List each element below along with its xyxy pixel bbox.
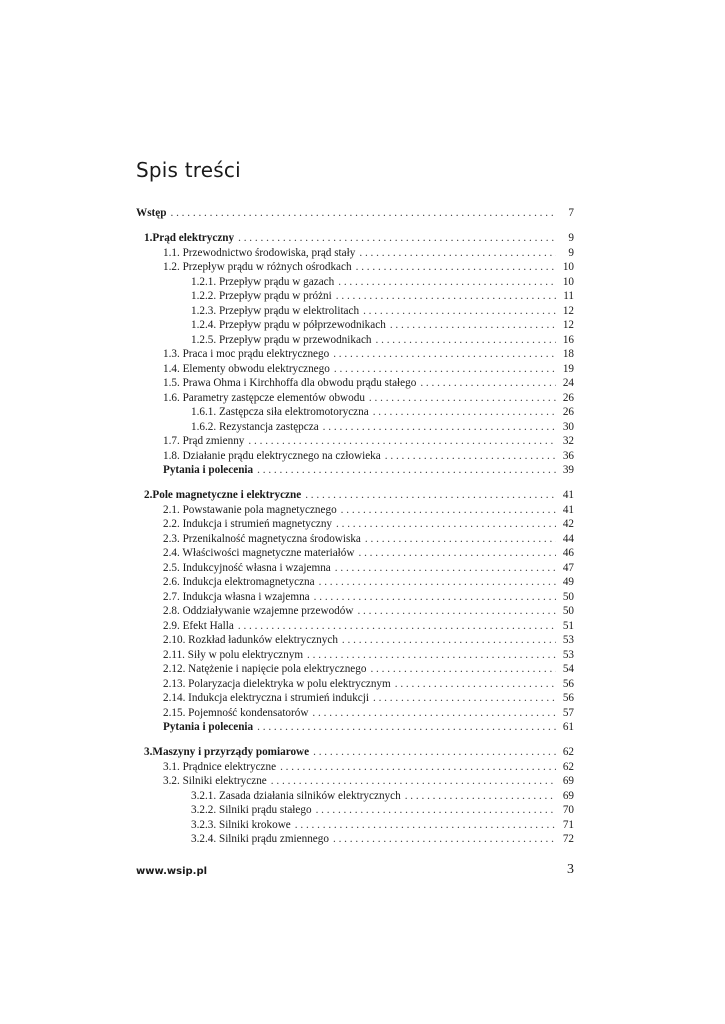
toc-dot-leader (313, 745, 556, 760)
toc-entry-row (136, 246, 574, 261)
toc-entry-title: 2.1. Powstawanie pola magnetycznego (163, 503, 337, 516)
toc-entry-title: 1.2. Przepływ prądu w różnych ośrodkach (163, 261, 352, 273)
toc-dot-leader (357, 604, 556, 619)
toc-page-number: 44 (562, 532, 574, 545)
footer-publisher-url: www.wsip.pl (136, 866, 208, 877)
toc-entry-title: 2.5. Indukcyjność własna i wzajemna (163, 561, 331, 574)
toc-page-number: 54 (562, 663, 574, 675)
toc-page-number: 49 (562, 576, 574, 588)
toc-entry-title: 1.4. Elementy obwodu elektrycznego (163, 362, 330, 375)
toc-entry-row (136, 275, 574, 290)
toc-entry-row (136, 391, 574, 406)
toc-entry-title: 1.6. Parametry zastępcze elementów obwodu (163, 391, 365, 404)
toc-entry-row (136, 648, 574, 663)
toc-entry-row (136, 503, 574, 518)
toc-entry-row (136, 803, 574, 818)
toc-entry-title: 2.3. Przenikalność magnetyczna środowiska (163, 532, 361, 545)
toc-dot-leader (358, 546, 556, 561)
table-of-contents (136, 206, 574, 847)
toc-entry-title: 1.7. Prąd zmienny (163, 435, 245, 447)
toc-dot-leader (307, 648, 556, 663)
toc-entry-title: 2.7. Indukcja własna i wzajemna (163, 590, 310, 603)
toc-entry-title: Maszyny i przyrządy pomiarowe (152, 746, 310, 758)
toc-entry-row (136, 463, 574, 478)
toc-entry-row (136, 206, 574, 221)
toc-entry-title: 1.8. Działanie prądu elektrycznego na człowieka (163, 449, 381, 462)
toc-entry-title: 3.1. Prądnice elektryczne (163, 760, 277, 773)
toc-entry-title: 3.2.2. Silniki prądu stałego (191, 804, 312, 816)
toc-dot-leader (305, 488, 556, 503)
toc-dot-leader (390, 318, 556, 333)
toc-dot-leader (312, 706, 556, 721)
toc-entry-row (136, 546, 574, 561)
toc-entry-title: 2.9. Efekt Halla (163, 619, 234, 632)
toc-entry-row (136, 561, 574, 576)
toc-entry-row (136, 405, 574, 420)
toc-page-number: 71 (562, 818, 574, 831)
toc-dot-leader (336, 289, 556, 304)
toc-page-number: 57 (562, 706, 574, 719)
toc-dot-leader (333, 347, 556, 362)
toc-entry-row (136, 760, 574, 775)
toc-entry-title: 2.4. Właściwości magnetyczne materiałów (163, 547, 355, 559)
toc-dot-leader (257, 720, 556, 735)
toc-page-number: 12 (562, 304, 574, 317)
toc-entry-row (136, 789, 574, 804)
toc-entry-row (136, 720, 574, 735)
toc-chapter-number: 1. (144, 232, 153, 244)
toc-entry-row (136, 449, 574, 464)
toc-dot-leader (238, 231, 556, 246)
toc-dot-leader (316, 803, 556, 818)
toc-entry-row (136, 662, 574, 677)
toc-dot-leader (370, 662, 556, 677)
toc-page-number: 7 (568, 207, 574, 219)
toc-dot-leader (373, 405, 556, 420)
toc-entry-row (136, 575, 574, 590)
toc-chapter-row (136, 488, 574, 503)
toc-entry-title: 1.2.4. Przepływ prądu w półprzewodnikach (191, 319, 386, 331)
toc-page-number: 51 (562, 619, 574, 632)
toc-entry-title: 2.2. Indukcja i strumień magnetyczny (163, 518, 333, 530)
toc-dot-leader (335, 561, 556, 576)
toc-entry-row (136, 677, 574, 692)
toc-entry-row (136, 590, 574, 605)
toc-dot-leader (376, 333, 556, 348)
toc-dot-leader (373, 691, 556, 706)
toc-chapter-number: 2. (144, 489, 153, 501)
toc-entry-title: Pytania i polecenia (163, 464, 254, 476)
toc-dot-leader (342, 633, 556, 648)
toc-page-number: 19 (562, 362, 574, 375)
toc-entry-row (136, 304, 574, 319)
toc-dot-leader (334, 362, 556, 377)
footer-page-number: 3 (567, 862, 574, 877)
toc-entry-title: 1.2.2. Przepływ prądu w próżni (191, 290, 332, 302)
toc-page-number: 47 (562, 561, 574, 574)
toc-page-number: 11 (563, 290, 574, 302)
toc-entry-title: 1.5. Prawa Ohma i Kirchhoffa dla obwodu prądu stałego (163, 377, 417, 389)
toc-dot-leader (323, 420, 556, 435)
toc-page-number: 12 (562, 319, 574, 331)
toc-entry-row (136, 818, 574, 833)
toc-entry-row (136, 832, 574, 847)
toc-entry-row (136, 604, 574, 619)
toc-entry-row (136, 532, 574, 547)
toc-page-number: 9 (568, 232, 574, 244)
toc-page-number: 69 (562, 789, 574, 802)
toc-dot-leader (238, 619, 556, 634)
toc-entry-title: 1.6.2. Rezystancja zastępcza (191, 420, 319, 433)
toc-page-number: 72 (562, 833, 574, 845)
toc-dot-leader (314, 590, 556, 605)
toc-entry-row (136, 318, 574, 333)
toc-entry-title: 2.10. Rozkład ładunków elektrycznych (163, 634, 338, 646)
toc-dot-leader (271, 774, 556, 789)
toc-entry-row (136, 774, 574, 789)
toc-page-number: 30 (562, 420, 574, 433)
toc-entry-row (136, 633, 574, 648)
toc-entry-title: 3.2. Silniki elektryczne (163, 775, 267, 787)
toc-entry-title: 1.1. Przewodnictwo środowiska, prąd stały (163, 246, 356, 259)
toc-entry-title: 3.2.3. Silniki krokowe (191, 818, 291, 831)
toc-page-number: 26 (562, 406, 574, 418)
toc-page-number: 18 (562, 348, 574, 360)
toc-dot-leader (333, 832, 556, 847)
toc-dot-leader (248, 434, 556, 449)
toc-entry-title: 1.6.1. Zastępcza siła elektromotoryczna (191, 406, 369, 418)
page-title: Spis treści (136, 158, 241, 182)
toc-dot-leader (336, 517, 556, 532)
toc-page-number: 10 (562, 275, 574, 288)
toc-dot-leader (338, 275, 556, 290)
toc-page-number: 70 (562, 804, 574, 816)
toc-entry-row (136, 517, 574, 532)
toc-page-number: 32 (562, 435, 574, 447)
toc-dot-leader (359, 246, 556, 261)
toc-dot-leader (420, 376, 556, 391)
toc-entry-row (136, 347, 574, 362)
toc-entry-title: Pole magnetyczne i elektryczne (152, 489, 302, 501)
toc-entry-title: Prąd elektryczny (152, 232, 235, 244)
toc-entry-title: Pytania i polecenia (163, 721, 254, 733)
toc-dot-leader (395, 677, 556, 692)
toc-chapter-number: 3. (144, 746, 153, 758)
toc-page-number: 56 (562, 677, 574, 690)
toc-entry-row (136, 706, 574, 721)
toc-dot-leader (319, 575, 556, 590)
toc-dot-leader (280, 760, 556, 775)
toc-entry-row (136, 333, 574, 348)
toc-page-number: 39 (562, 464, 574, 476)
toc-page-number: 24 (562, 377, 574, 389)
toc-entry-title: Wstęp (136, 207, 167, 219)
toc-page-number: 41 (562, 503, 574, 516)
toc-page-number: 9 (568, 246, 574, 259)
toc-page-number: 50 (562, 590, 574, 603)
toc-entry-title: 2.12. Natężenie i napięcie pola elektrycznego (163, 663, 367, 675)
toc-page-number: 50 (562, 605, 574, 617)
toc-entry-title: 2.6. Indukcja elektromagnetyczna (163, 576, 315, 588)
toc-page-number: 10 (562, 261, 574, 273)
toc-entry-title: 1.2.3. Przepływ prądu w elektrolitach (191, 304, 360, 317)
toc-entry-row (136, 420, 574, 435)
toc-entry-title: 2.11. Siły w polu elektrycznym (163, 648, 304, 661)
toc-entry-row (136, 260, 574, 275)
toc-page-number: 41 (562, 489, 574, 501)
toc-page-number: 36 (562, 449, 574, 462)
toc-page-number: 62 (562, 760, 574, 773)
toc-entry-title: 2.8. Oddziaływanie wzajemne przewodów (163, 605, 354, 617)
toc-page-number: 61 (562, 721, 574, 733)
toc-dot-leader (363, 304, 556, 319)
toc-page-number: 56 (562, 692, 574, 704)
toc-page-number: 42 (562, 518, 574, 530)
toc-dot-leader (257, 463, 556, 478)
toc-page-number: 53 (562, 648, 574, 661)
toc-page-number: 62 (562, 746, 574, 758)
toc-chapter-row (136, 745, 574, 760)
toc-entry-title: 2.14. Indukcja elektryczna i strumień indukcji (163, 692, 369, 704)
toc-dot-leader (295, 818, 556, 833)
toc-page-number: 16 (562, 333, 574, 346)
toc-entry-title: 3.2.1. Zasada działania silników elektrycznych (191, 789, 401, 802)
toc-dot-leader (365, 532, 556, 547)
toc-entry-row (136, 691, 574, 706)
toc-entry-row (136, 376, 574, 391)
toc-entry-title: 3.2.4. Silniki prądu zmiennego (191, 833, 329, 845)
toc-entry-title: 1.2.1. Przepływ prądu w gazach (191, 275, 335, 288)
toc-dot-leader (369, 391, 556, 406)
toc-entry-title: 1.3. Praca i moc prądu elektrycznego (163, 348, 330, 360)
toc-dot-leader (341, 503, 556, 518)
toc-entry-row (136, 362, 574, 377)
toc-entry-row (136, 434, 574, 449)
toc-dot-leader (170, 206, 556, 221)
toc-page-number: 46 (562, 547, 574, 559)
toc-entry-row (136, 289, 574, 304)
toc-entry-title: 2.15. Pojemność kondensatorów (163, 706, 309, 719)
toc-page-number: 69 (562, 775, 574, 787)
toc-entry-row (136, 619, 574, 634)
toc-page-number: 26 (562, 391, 574, 404)
toc-page-number: 53 (562, 634, 574, 646)
toc-dot-leader (405, 789, 556, 804)
toc-entry-title: 2.13. Polaryzacja dielektryka w polu elektrycznym (163, 677, 391, 690)
toc-chapter-row (136, 231, 574, 246)
toc-entry-title: 1.2.5. Przepływ prądu w przewodnikach (191, 333, 372, 346)
toc-dot-leader (356, 260, 556, 275)
toc-dot-leader (385, 449, 556, 464)
